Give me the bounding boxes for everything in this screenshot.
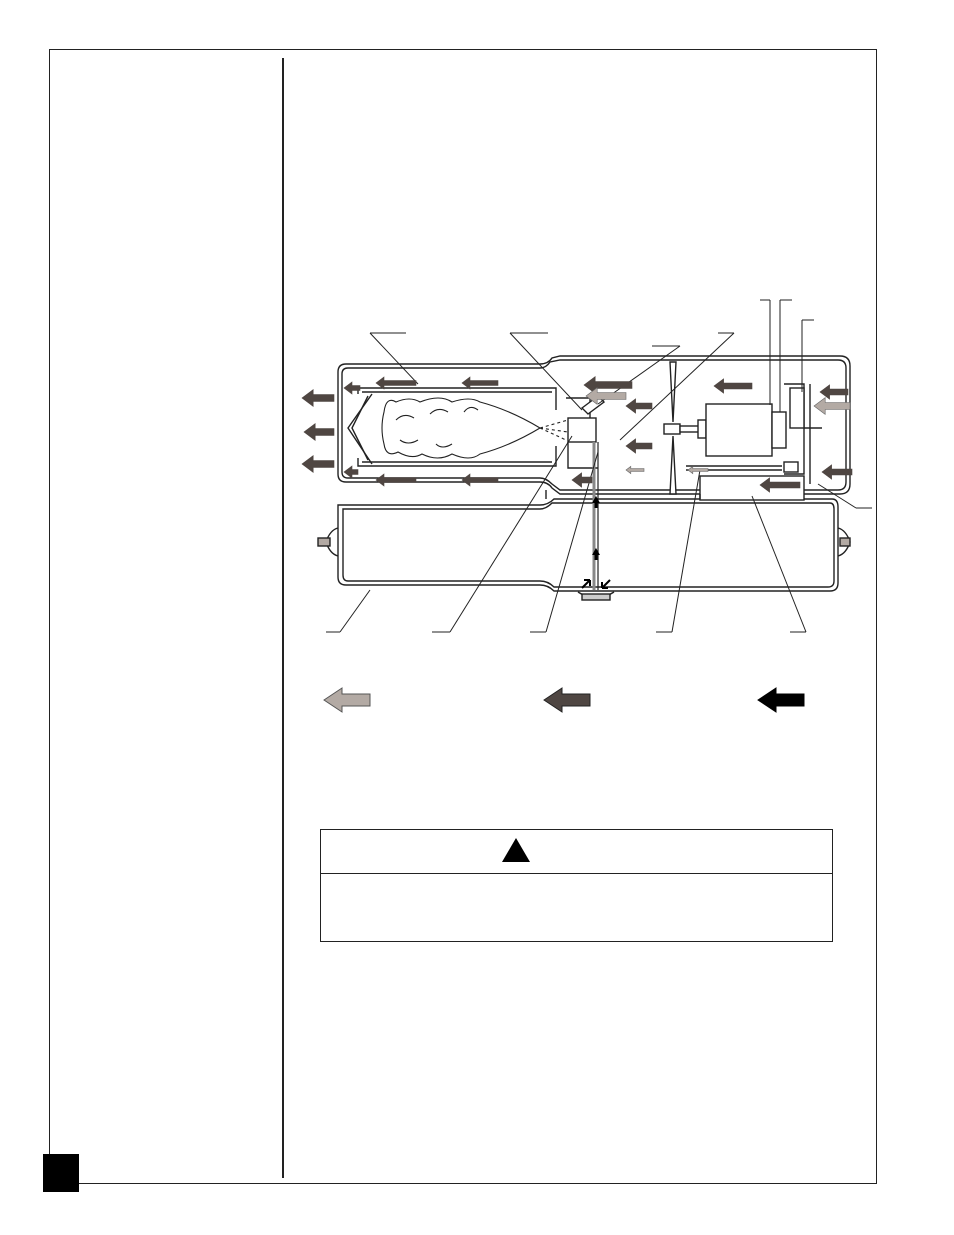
legend	[324, 688, 804, 712]
flow-arrow	[462, 474, 498, 486]
flow-arrow	[572, 473, 592, 487]
warning-box	[320, 829, 833, 942]
warning-triangle-icon	[502, 838, 530, 862]
flow-arrow	[820, 385, 848, 399]
flow-arrow	[584, 377, 632, 394]
flow-arrow	[302, 390, 334, 407]
warning-body	[321, 874, 832, 940]
air-pump	[784, 384, 822, 484]
flow-arrow	[376, 377, 416, 389]
flame	[382, 398, 568, 458]
black-arrow-icon	[758, 688, 804, 712]
nozzle-assembly	[566, 396, 604, 590]
flow-arrow	[302, 456, 334, 473]
flow-arrow	[462, 377, 498, 389]
flow-arrow	[626, 399, 652, 413]
flow-arrow	[626, 466, 644, 473]
flow-arrow	[714, 379, 752, 393]
dark-arrow-icon	[544, 688, 590, 712]
warning-header	[321, 830, 832, 874]
flow-arrow	[814, 398, 850, 415]
flow-arrow	[626, 439, 652, 453]
flow-arrow	[376, 474, 416, 486]
flow-arrow	[344, 466, 358, 478]
light-arrow-icon	[324, 688, 370, 712]
flow-arrow	[688, 466, 708, 473]
motor	[686, 404, 786, 470]
flow-arrow	[304, 424, 334, 441]
flow-arrow	[822, 465, 852, 479]
